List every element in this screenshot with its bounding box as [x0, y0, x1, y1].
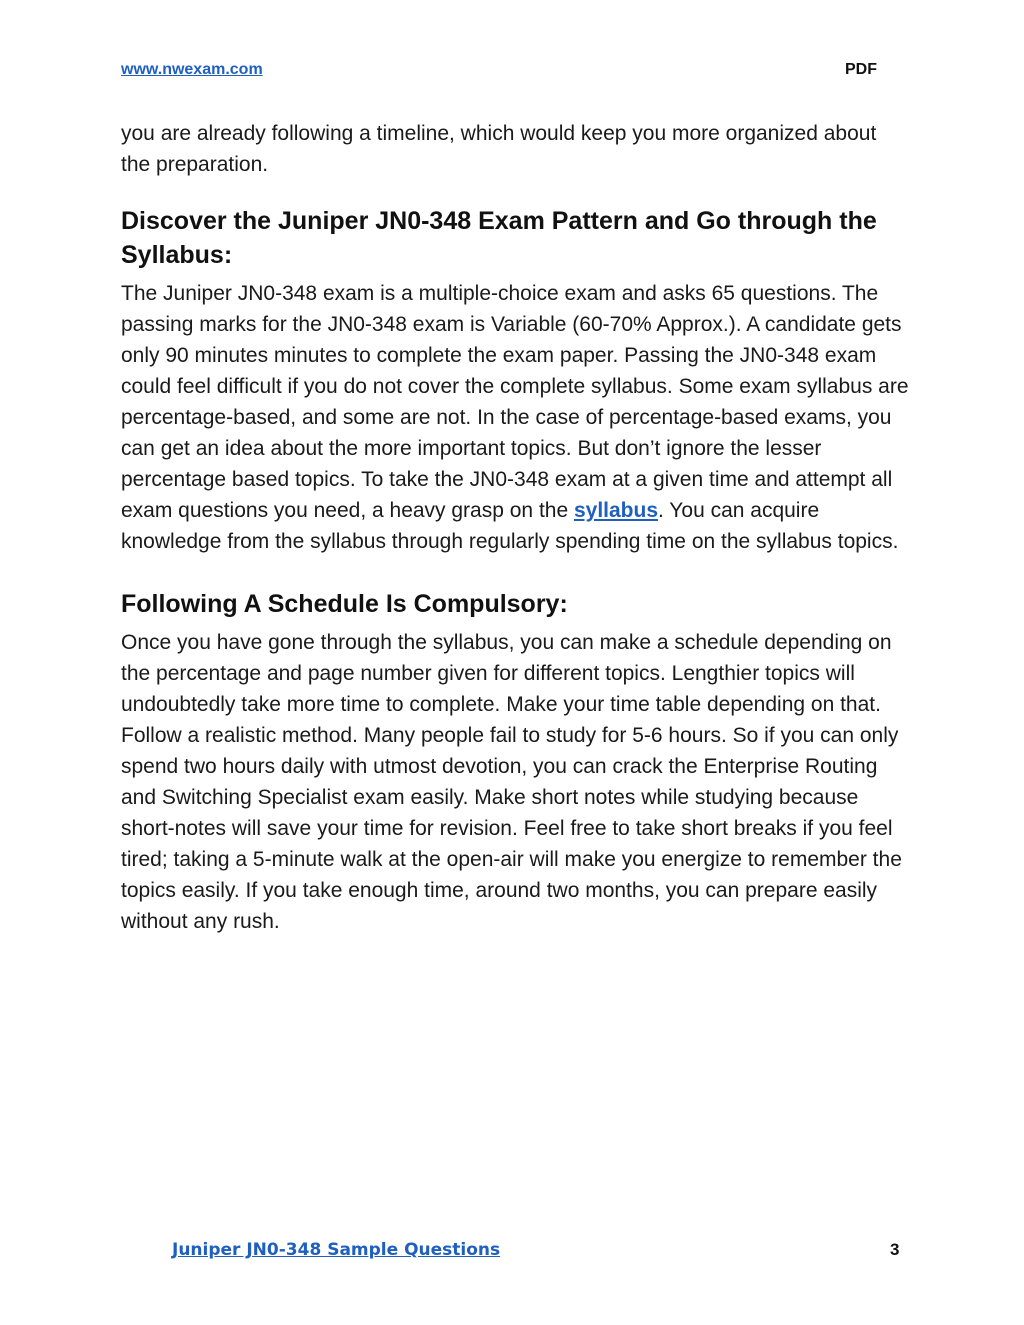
exam-pattern-text-start: The Juniper JN0-348 exam is a multiple-choice exam and asks 65 questions. The passing marks for the JN0-348 exam is Variable (60-70% Approx.). A candidate gets only 90 minutes minutes to complete the exam paper. Passing the JN0-348 exam could feel difficult if you do not cover the complete syllabus. Some exam syllabus are percentage-based, and some are not. In the case of percentage-based exams, you can get an idea about the more important topics. But don’t ignore the lesser percentage based topics. To take the JN0-348 exam at a given time and attempt all exam questions you need, a heavy grasp on the — [121, 282, 909, 522]
exam-pattern-heading: Discover the Juniper JN0-348 Exam Pattern and Go through the Syllabus: — [121, 207, 877, 269]
page-content — [121, 118, 911, 937]
exam-pattern-text-end: . You can acquire knowledge from the syllabus through regularly spending time on the syllabus topics. — [121, 499, 899, 553]
exam-pattern-paragraph — [121, 278, 911, 557]
syllabus-link[interactable]: syllabus — [573, 499, 659, 522]
footer-sample-questions-link[interactable]: Juniper JN0-348 Sample Questions — [172, 1240, 501, 1260]
site-link[interactable]: www.nwexam.com — [121, 61, 263, 78]
page-number: 3 — [890, 1240, 900, 1259]
schedule-paragraph: Once you have gone through the syllabus, you can make a schedule depending on the percentage and page number given for different topics. Lengthier topics will undoubtedly take more time to complete. Make your time table depending on that. Follow a realistic method. Many people fail to study for 5-6 hours. So if you can only spend two hours daily with utmost devotion, you can crack the Enterprise Routing and Switching Specialist exam easily. Make short notes while studying because short-notes will save your time for revision. Feel free to take short breaks if you feel tired; taking a 5-minute walk at the open-air will make you energize to remember the topics easily. If you take enough time, around two months, you can prepare easily without any rush. — [121, 631, 902, 933]
pdf-label: PDF — [845, 61, 877, 78]
intro-paragraph: you are already following a timeline, which would keep you more organized about the preparation. — [121, 122, 877, 176]
schedule-heading: Following A Schedule Is Compulsory: — [121, 590, 568, 618]
